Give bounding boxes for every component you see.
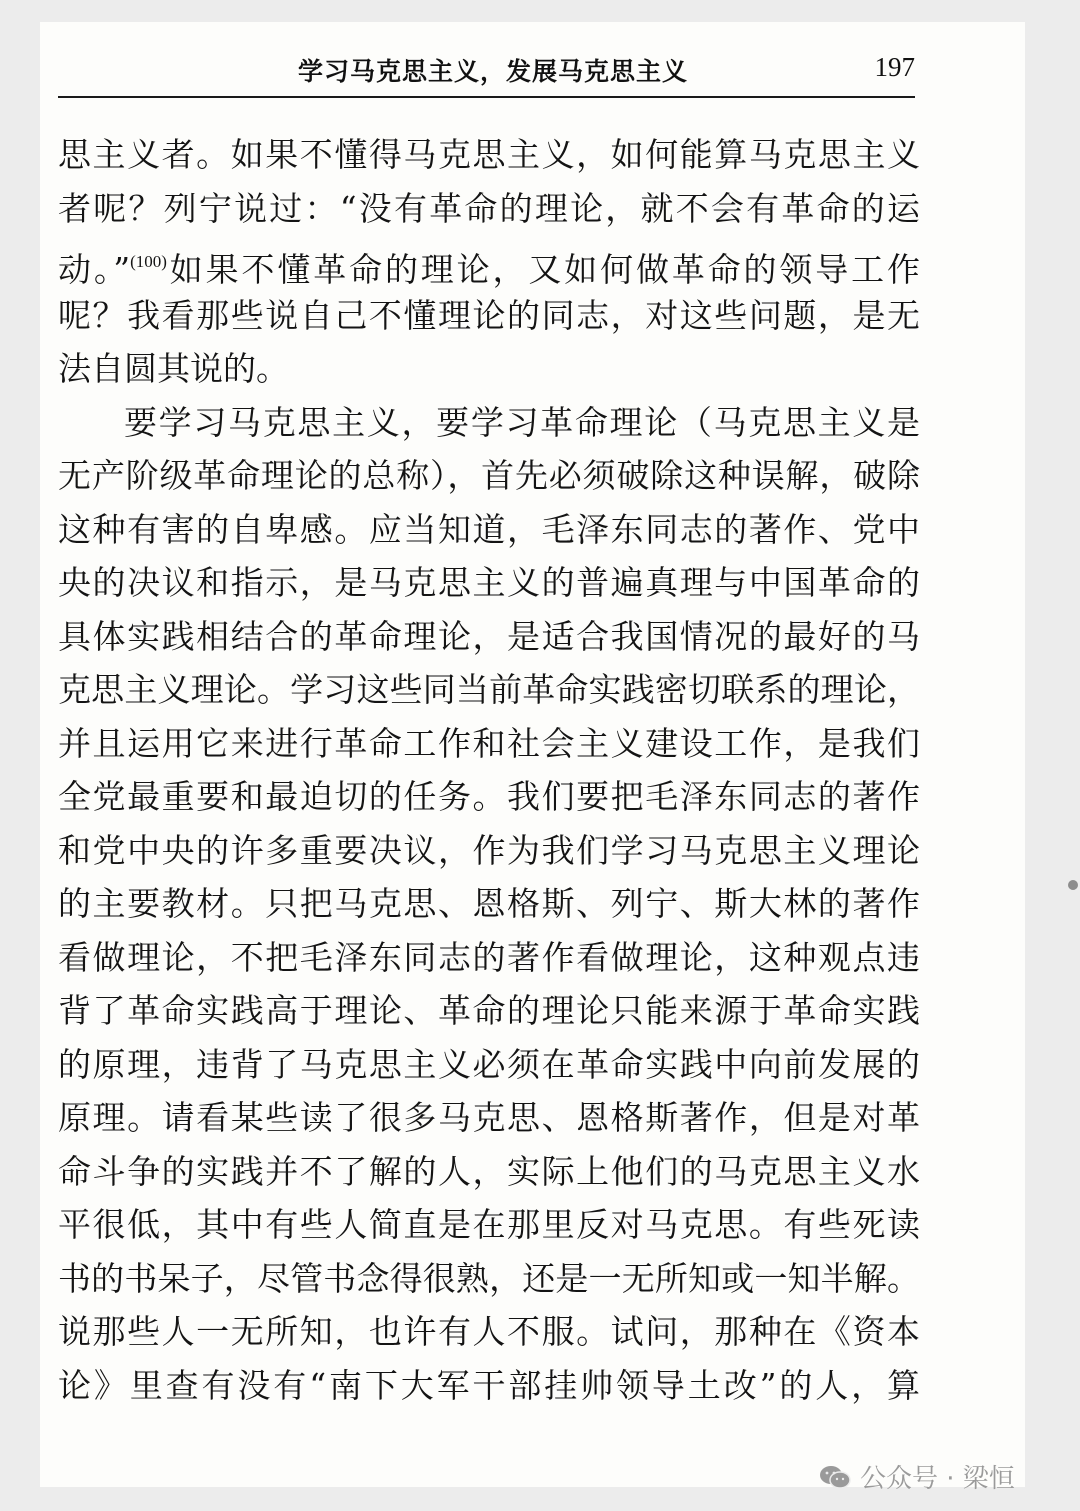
text-line: 者呢？列宁说过：“没有革命的理论，就不会有革命的运 (58, 188, 920, 228)
text-line: 命斗争的实践并不了解的人，实际上他们的马克思主义水 (58, 1151, 920, 1191)
text-line: 具体实践相结合的革命理论，是适合我国情况的最好的马 (58, 616, 920, 656)
text-line: 平很低，其中有些人简直是在那里反对马克思。有些死读 (58, 1205, 920, 1244)
text-line: 克思主义理论。学习这些同当前革命实践密切联系的理论， (58, 670, 920, 709)
text-line: 思主义者。如果不懂得马克思主义，如何能算马克思主义 (58, 135, 920, 174)
text-line: 这种有害的自卑感。应当知道，毛泽东同志的著作、党中 (58, 509, 920, 549)
page-body (58, 128, 920, 1412)
page-number: 197 (874, 52, 915, 82)
wechat-icon (818, 1464, 852, 1490)
text-fragment: 动。” (58, 250, 131, 289)
text-line: 呢？我看那些说自己不懂理论的同志，对这些问题，是无 (58, 295, 920, 335)
text-line: 全党最重要和最迫切的任务。我们要把毛泽东同志的著作 (58, 777, 920, 816)
text-line: 看做理论，不把毛泽东同志的著作看做理论，这种观点违 (58, 937, 920, 977)
text-line: 背了革命实践高于理论、革命的理论只能来源于革命实践 (58, 991, 920, 1030)
text-line: 论》里查有没有“南下大军干部挂帅领导土改”的人，算 (58, 1365, 920, 1405)
footnote-reference: (100) (130, 252, 167, 271)
text-line: 的主要教材。只把马克思、恩格斯、列宁、斯大林的著作 (58, 884, 920, 923)
scroll-indicator-dot (1068, 880, 1078, 890)
text-line: 法自圆其说的。 (58, 349, 289, 388)
text-line (58, 235, 920, 289)
text-line: 并且运用它来进行革命工作和社会主义建设工作，是我们 (58, 723, 920, 763)
text-line: 的原理，违背了马克思主义必须在革命实践中向前发展的 (58, 1044, 920, 1084)
text-line: 和党中央的许多重要决议，作为我们学习马克思主义理论 (58, 830, 920, 870)
paragraph-2 (58, 396, 920, 1413)
running-title: 学习马克思主义，发展马克思主义 (298, 57, 689, 86)
watermark (818, 1458, 1015, 1495)
paragraph-1 (58, 128, 920, 396)
text-fragment: 如果不懂革命的理论，又如何做革命的领导工作 (166, 250, 920, 289)
text-line: 要学习马克思主义，要学习革命理论（马克思主义是 (124, 402, 920, 442)
watermark-text: 公众号 · 梁恒 (860, 1464, 1015, 1494)
text-line: 原理。请看某些读了很多马克思、恩格斯著作，但是对革 (58, 1098, 920, 1137)
text-line: 说那些人一无所知，也许有人不服。试问，那种在《资本 (58, 1312, 920, 1351)
text-line: 无产阶级革命理论的总称），首先必须破除这种误解，破除 (58, 456, 920, 495)
text-line: 央的决议和指示，是马克思主义的普遍真理与中国革命的 (58, 563, 920, 602)
page-header (58, 50, 915, 98)
text-line: 书的书呆子，尽管书念得很熟，还是一无所知或一知半解。 (58, 1258, 920, 1298)
